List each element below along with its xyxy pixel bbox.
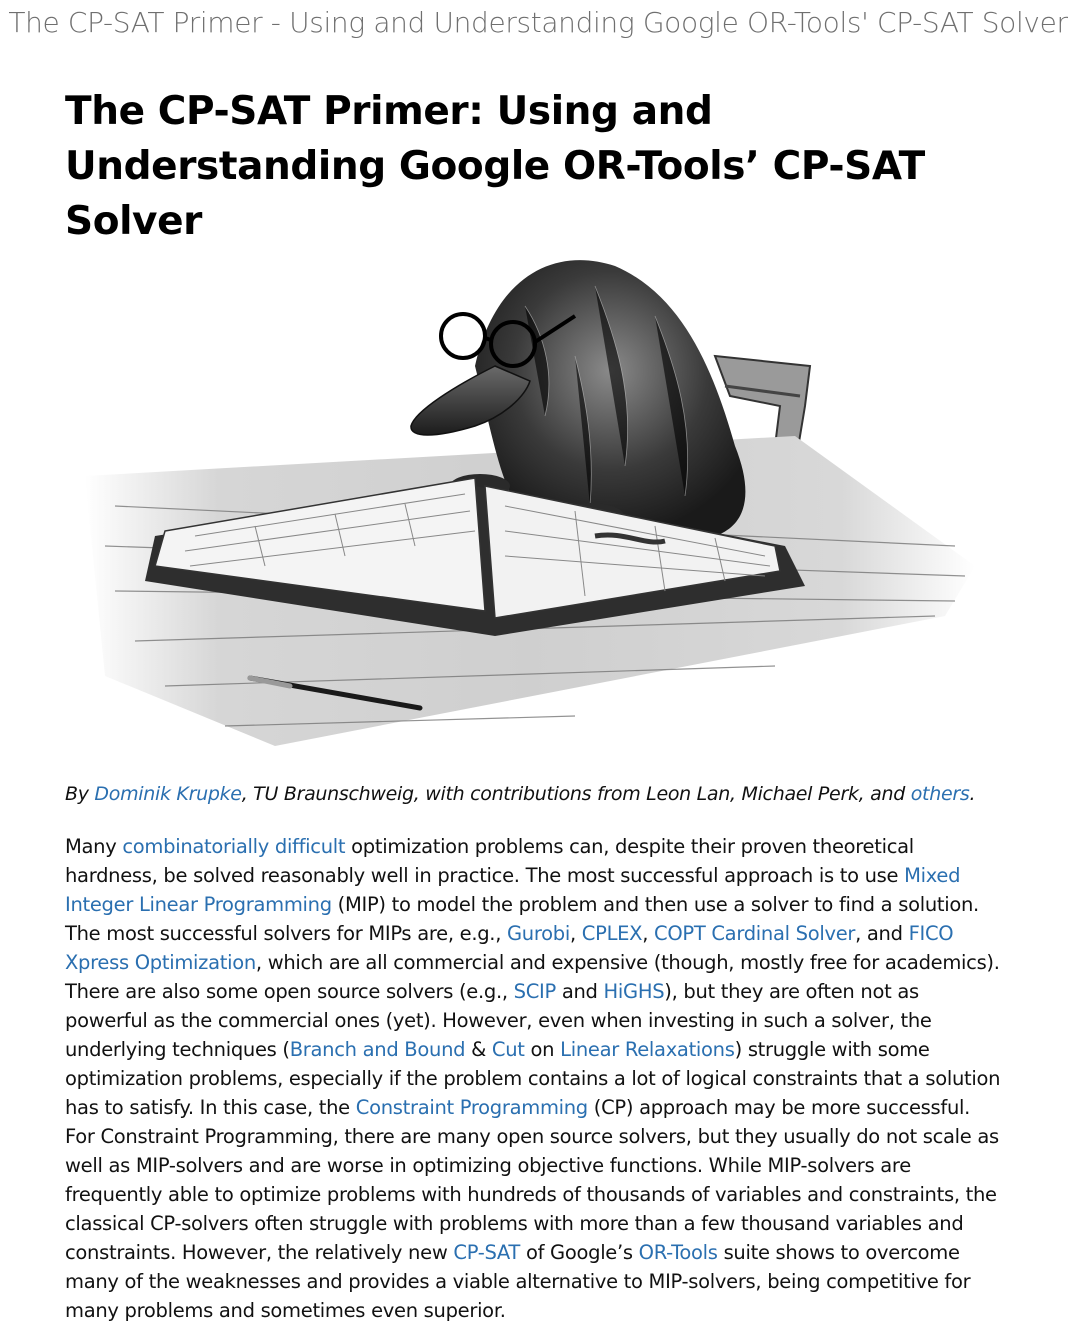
intro-text: ) struggle with some optimization problems, especially if the problem contains a lot of logical constraints that a solution has to satisfy. In this case, the <box>65 1038 1001 1119</box>
intro-text: of Google’s <box>520 1241 639 1264</box>
intro-text: (MIP) to model the problem and then use a solver to find a solution. The most successful solvers for MIPs are, e.g., <box>65 893 979 945</box>
intro-text: & <box>465 1038 492 1061</box>
intro-link[interactable]: OR-Tools <box>638 1241 718 1264</box>
intro-text: (CP) approach may be more successful. For Constraint Programming, there are many open source solvers, but they usually do not scale as well as MIP-solvers and are worse in optimizing objective functions. While MIP-solvers are frequently able to optimize problems with hundreds of thousands of variables and constraints, the classical CP-solvers often struggle with problems with more than a few thousand variables and constraints. However, the relatively new <box>65 1096 999 1264</box>
others-link[interactable]: others <box>910 783 970 805</box>
intro-text: , <box>569 922 582 945</box>
intro-text: on <box>524 1038 561 1061</box>
intro-link[interactable]: Gurobi <box>507 922 570 945</box>
intro-text: and <box>555 980 604 1003</box>
page-title: The CP-SAT Primer: Using and Understanding Google OR-Tools’ CP-SAT Solver <box>65 89 925 244</box>
intro-text: ), but they are often not as powerful as the commercial ones (yet). However, even when investing in such a solver, the underlying techniques ( <box>65 980 932 1061</box>
intro-link[interactable]: COPT Cardinal Solver <box>654 922 856 945</box>
intro-link[interactable]: CPLEX <box>581 922 643 945</box>
platypus-reading-image <box>75 246 985 756</box>
platypus-illustration <box>75 246 985 756</box>
intro-link[interactable]: CP-SAT <box>453 1241 521 1264</box>
intro-link[interactable]: combinatorially difficult <box>122 835 346 858</box>
byline-prefix: By <box>65 783 95 805</box>
byline-middle: , TU Braunschweig, with contributions from Leon Lan, Michael Perk, and <box>241 783 911 805</box>
intro-link[interactable]: HiGHS <box>603 980 665 1003</box>
intro-text: Many <box>65 835 123 858</box>
intro-paragraph <box>65 832 1005 1325</box>
byline <box>65 783 1005 805</box>
intro-link[interactable]: SCIP <box>513 980 556 1003</box>
intro-text: suite shows to overcome many of the weaknesses and provides a viable alternative to MIP-solvers, being competitive for many problems and sometimes even superior. <box>65 1241 971 1322</box>
intro-text: , which are all commercial and expensive (though, mostly free for academics). There are also some open source solvers (e.g., <box>65 951 1000 1003</box>
intro-link[interactable]: Branch and Bound <box>289 1038 466 1061</box>
author-link[interactable]: Dominik Krupke <box>94 783 242 805</box>
intro-link[interactable]: Mixed Integer Linear Programming <box>65 864 961 916</box>
intro-link[interactable]: Constraint Programming <box>355 1096 588 1119</box>
site-title[interactable]: The CP-SAT Primer - Using and Understanding Google OR-Tools' CP-SAT Solver <box>8 6 1068 39</box>
intro-link[interactable]: Cut <box>491 1038 525 1061</box>
intro-link[interactable]: Linear Relaxations <box>560 1038 735 1061</box>
byline-suffix: . <box>969 783 976 805</box>
intro-text: , <box>642 922 655 945</box>
intro-link[interactable]: FICO Xpress Optimization <box>65 922 954 974</box>
intro-text: optimization problems can, despite their proven theoretical hardness, be solved reasonably well in practice. The most successful approach is to use <box>65 835 914 887</box>
intro-text: , and <box>855 922 909 945</box>
